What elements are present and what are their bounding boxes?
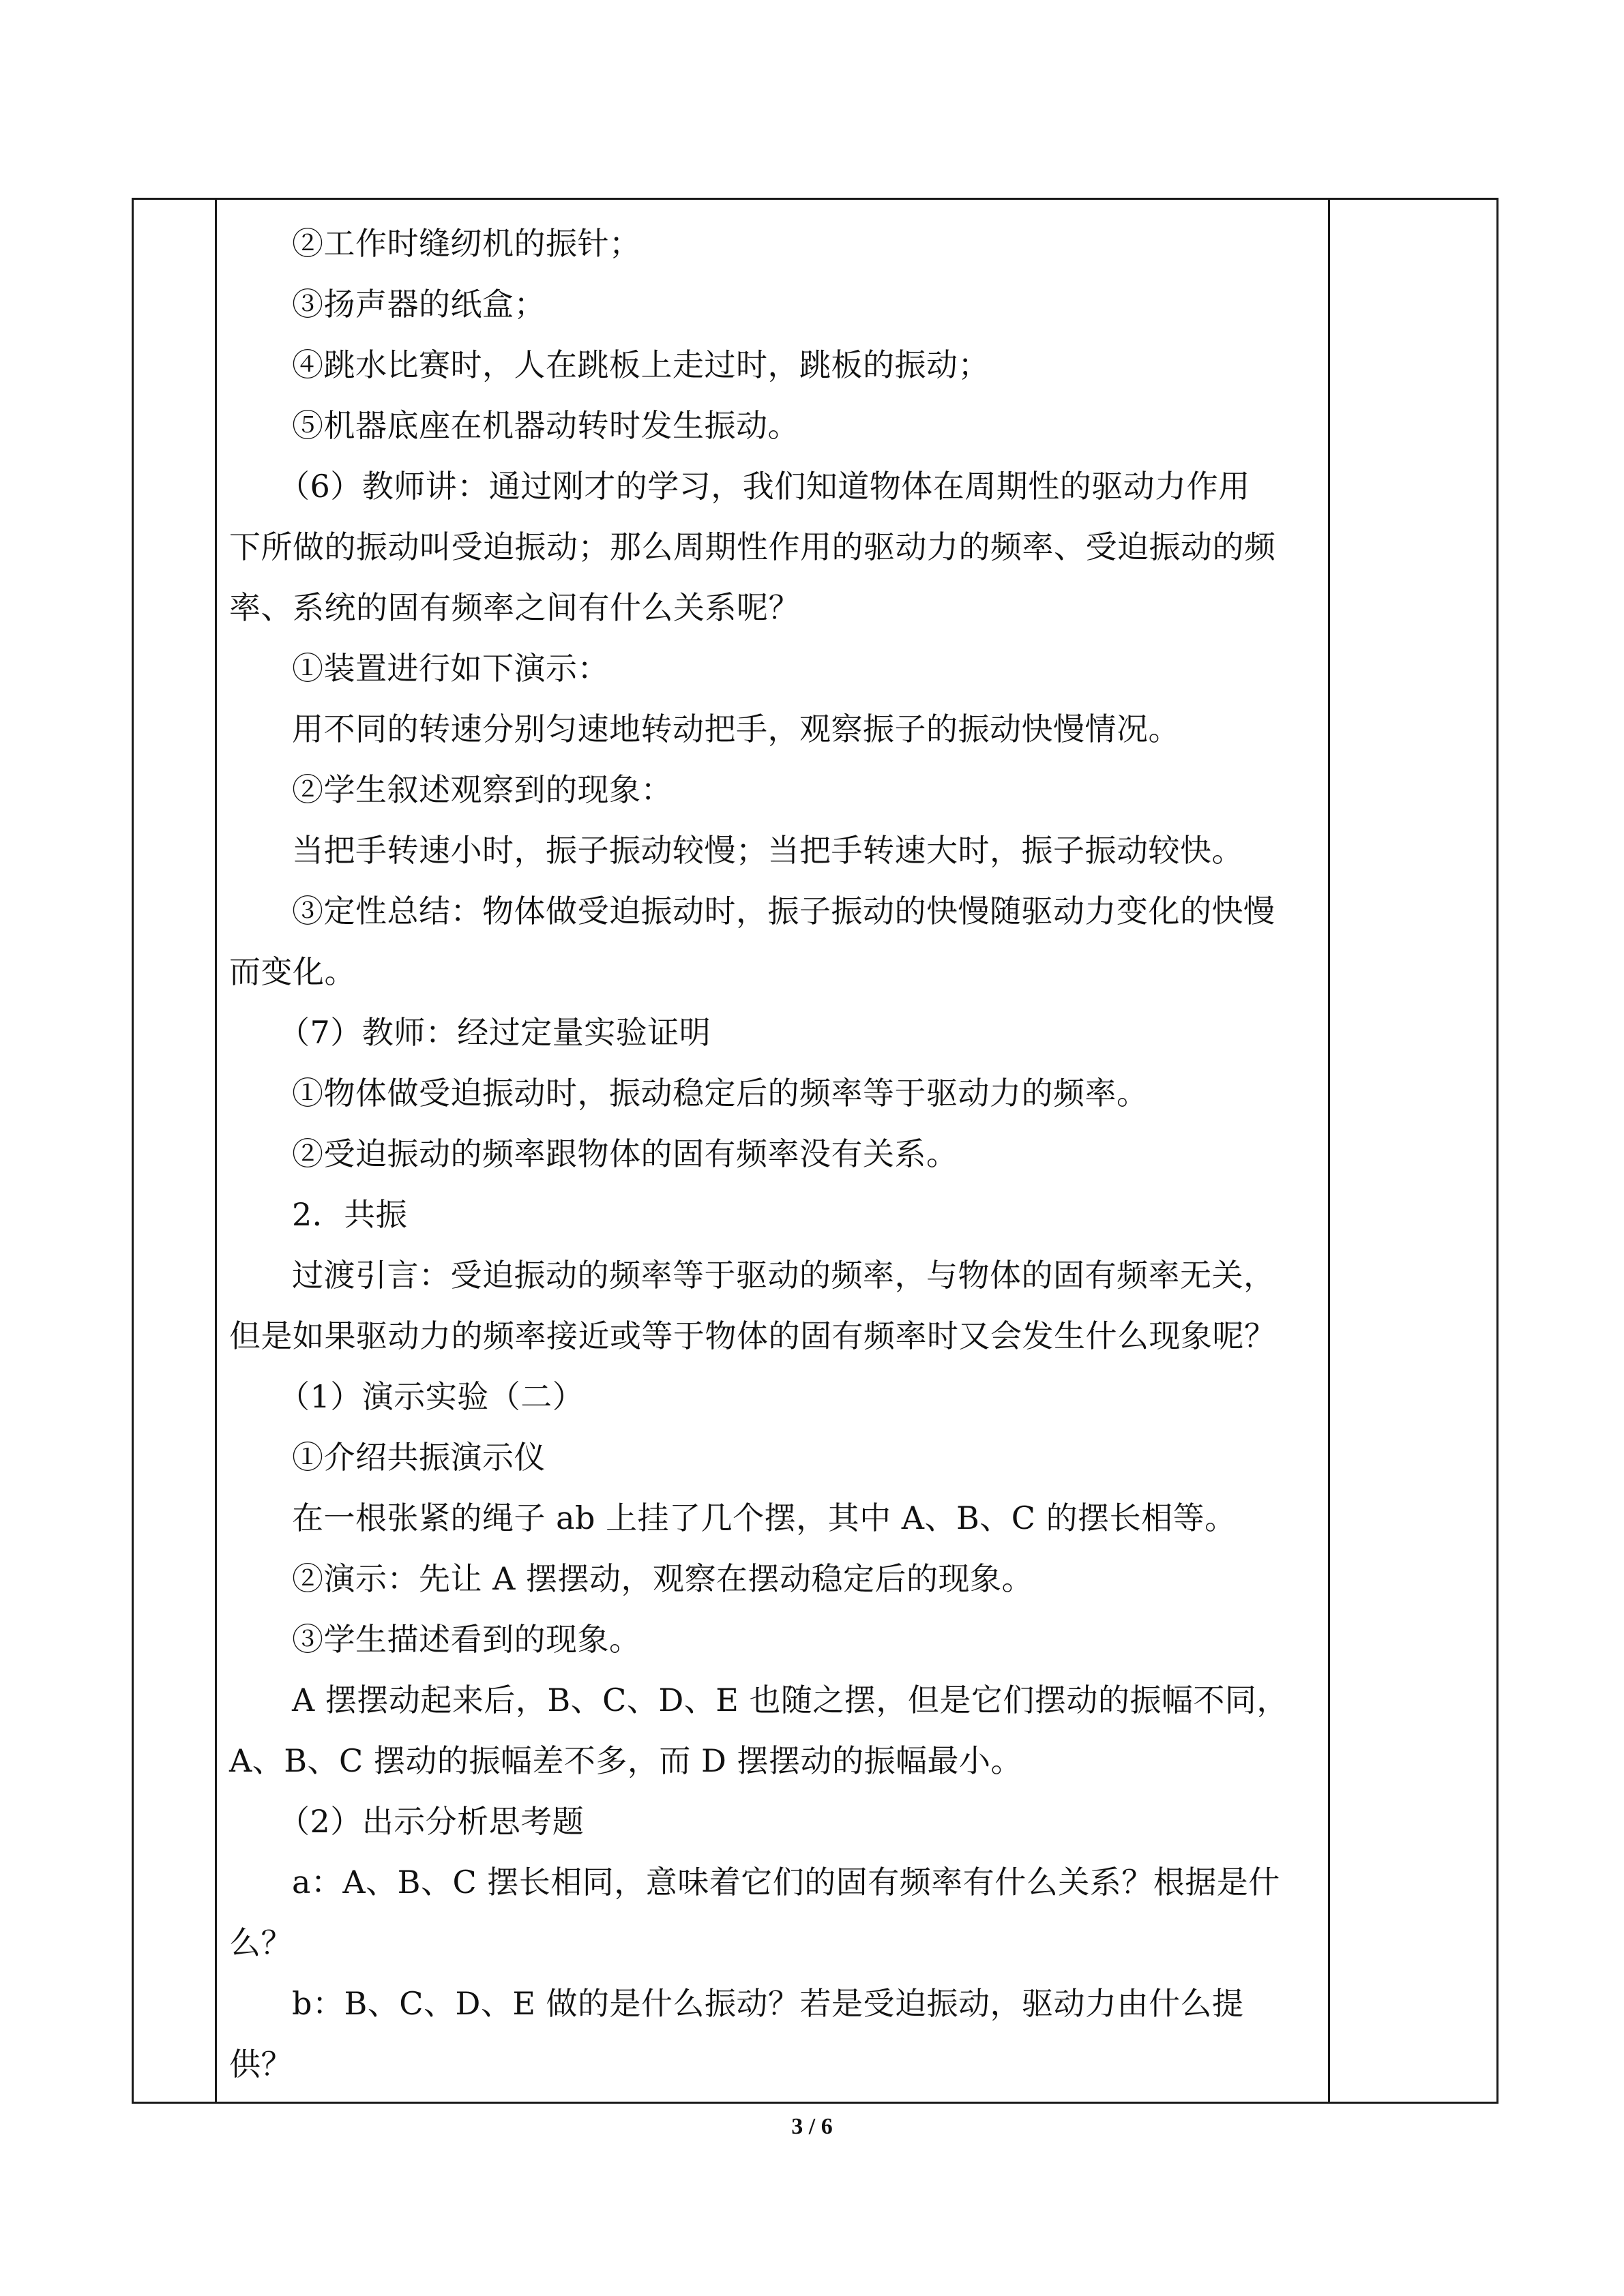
- text-line: ③扬声器的纸盒；: [292, 286, 546, 323]
- text-line: b：B、C、D、E 做的是什么振动？若是受迫振动，驱动力由什么提: [292, 1985, 1244, 2022]
- lesson-table: [132, 198, 1498, 2104]
- text-line: 而变化。: [229, 953, 356, 990]
- text-line: （2）出示分析思考题: [278, 1803, 585, 1840]
- text-line: 下所做的振动叫受迫振动；那么周期性作用的驱动力的频率、受迫振动的频: [229, 528, 1276, 565]
- text-line: 率、系统的固有频率之间有什么关系呢？: [229, 589, 800, 626]
- lesson-content: [229, 213, 1320, 2095]
- text-line: 么？: [229, 1924, 293, 1961]
- text-line: （6）教师讲：通过刚才的学习，我们知道物体在周期性的驱动力作用: [278, 468, 1250, 505]
- text-line: ④跳水比赛时，人在跳板上走过时，跳板的振动；: [292, 346, 990, 383]
- text-line: （7）教师：经过定量实验证明: [278, 1014, 711, 1051]
- text-line: 当把手转速小时，振子振动较慢；当把手转速大时，振子振动较快。: [292, 832, 1243, 869]
- text-line: ②工作时缝纫机的振针；: [292, 225, 641, 262]
- text-line: 供？: [229, 2046, 293, 2083]
- text-line: ⑤机器底座在机器动转时发生振动。: [292, 407, 799, 444]
- text-line: A、B、C 摆动的振幅差不多，而 D 摆摆动的振幅最小。: [229, 1742, 1022, 1779]
- text-line: 用不同的转速分别匀速地转动把手，观察振子的振动快慢情况。: [292, 711, 1180, 747]
- text-line: （1）演示实验（二）: [278, 1378, 585, 1415]
- text-line: ②学生叙述观察到的现象：: [292, 771, 673, 808]
- text-line: 过渡引言：受迫振动的频率等于驱动的频率，与物体的固有频率无关，: [292, 1257, 1275, 1294]
- text-line: ①介绍共振演示仪: [292, 1439, 546, 1476]
- text-line: 在一根张紧的绳子 ab 上挂了几个摆，其中 A、B、C 的摆长相等。: [292, 1500, 1237, 1536]
- text-line: ③学生描述看到的现象。: [292, 1621, 641, 1658]
- text-line: ①物体做受迫振动时，振动稳定后的频率等于驱动力的频率。: [292, 1075, 1149, 1112]
- table-column-divider-right: [1328, 200, 1330, 2102]
- text-line: 2．共振: [292, 1196, 408, 1233]
- text-line: ②演示：先让 A 摆摆动，观察在摆动稳定后的现象。: [292, 1560, 1033, 1597]
- text-line: ①装置进行如下演示：: [292, 650, 609, 687]
- text-line: ②受迫振动的频率跟物体的固有频率没有关系。: [292, 1135, 958, 1172]
- text-line: 但是如果驱动力的频率接近或等于物体的固有频率时又会发生什么现象呢？: [229, 1317, 1276, 1354]
- page-number: 3 / 6: [791, 2114, 833, 2139]
- text-line: ③定性总结：物体做受迫振动时，振子振动的快慢随驱动力变化的快慢: [292, 893, 1275, 929]
- text-line: A 摆摆动起来后，B、C、D、E 也随之摆，但是它们摆动的振幅不同，: [292, 1682, 1288, 1718]
- text-line: a：A、B、C 摆长相同，意味着它们的固有频率有什么关系？根据是什: [292, 1864, 1280, 1900]
- table-column-divider-left: [215, 200, 217, 2102]
